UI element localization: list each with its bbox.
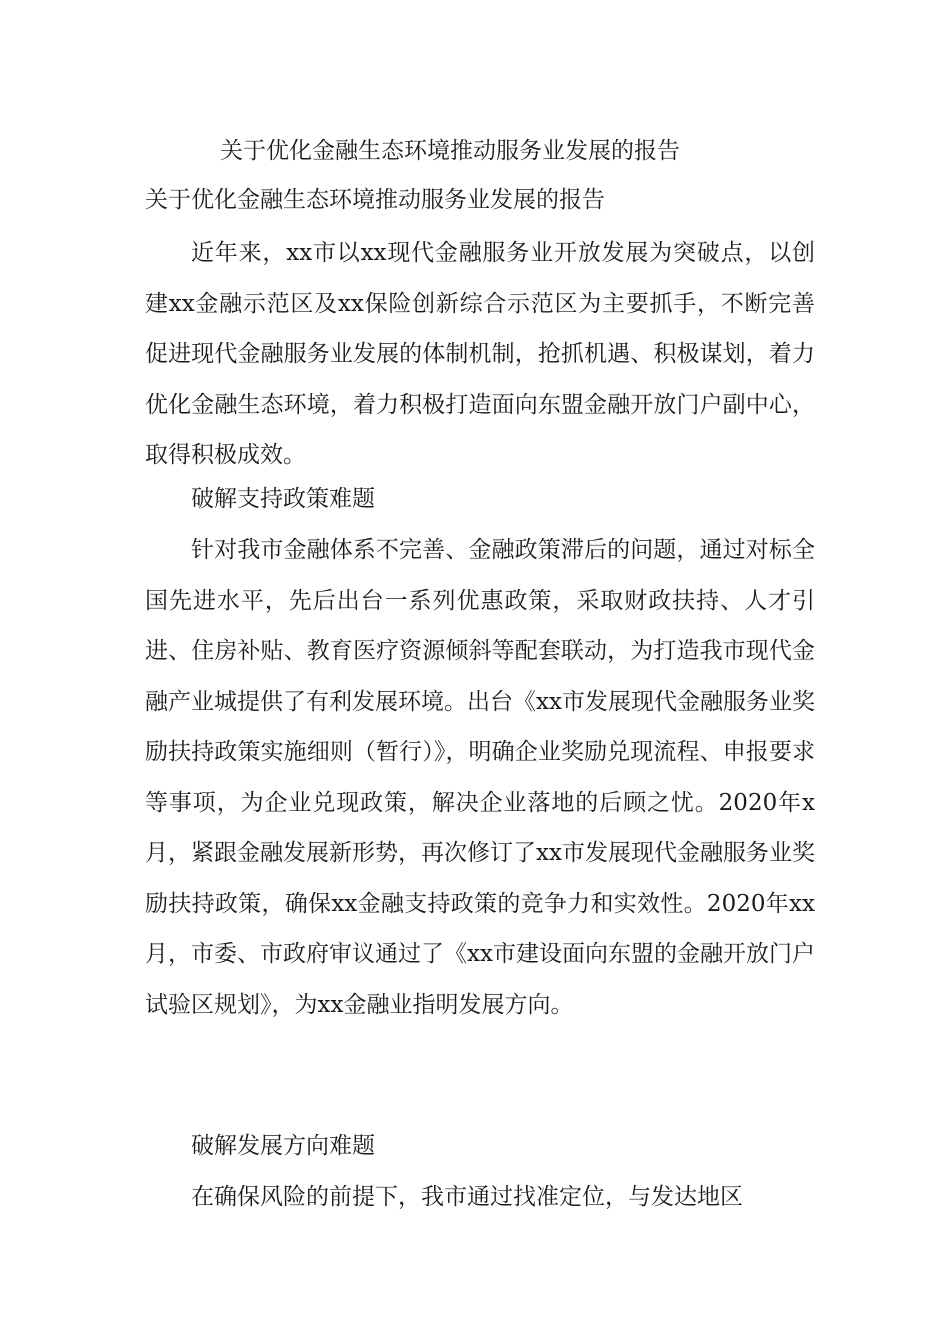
document-subtitle: 关于优化金融生态环境推动服务业发展的报告 (145, 187, 605, 213)
intro-paragraph: 近年来，xx市以xx现代金融服务业开放发展为突破点，以创建xx金融示范区及xx保险创新综合示范区为主要抓手，不断完善促进现代金融服务业发展的体制机制，抢抓机遇、积极谋划，着力优化金融生态环境，着力积极打造面向东盟金融开放门户副中心，取得积极成效。 (145, 240, 815, 468)
section-heading-policy: 破解支持政策难题 (191, 486, 375, 512)
section-body-direction: 在确保风险的前提下，我市通过找准定位，与发达地区 (191, 1184, 743, 1210)
section-heading-direction: 破解发展方向难题 (191, 1133, 375, 1159)
section-body-policy: 针对我市金融体系不完善、金融政策滞后的问题，通过对标全国先进水平，先后出台一系列优惠政策，采取财政扶持、人才引进、住房补贴、教育医疗资源倾斜等配套联动，为打造我市现代金融产业城提供了有利发展环境。出台《xx市发展现代金融服务业奖励扶持政策实施细则（暂行）》，明确企业奖励兑现流程、申报要求等事项，为企业兑现政策，解决企业落地的后顾之忧。2020年x月，紧跟金融发展新形势，再次修订了xx市发展现代金融服务业奖励扶持政策，确保xx金融支持政策的竞争力和实效性。2020年xx月，市委、市政府审议通过了《xx市建设面向东盟的金融开放门户试验区规划》，为xx金融业指明发展方向。 (145, 537, 815, 1018)
document-title: 关于优化金融生态环境推动服务业发展的报告 (220, 138, 680, 164)
